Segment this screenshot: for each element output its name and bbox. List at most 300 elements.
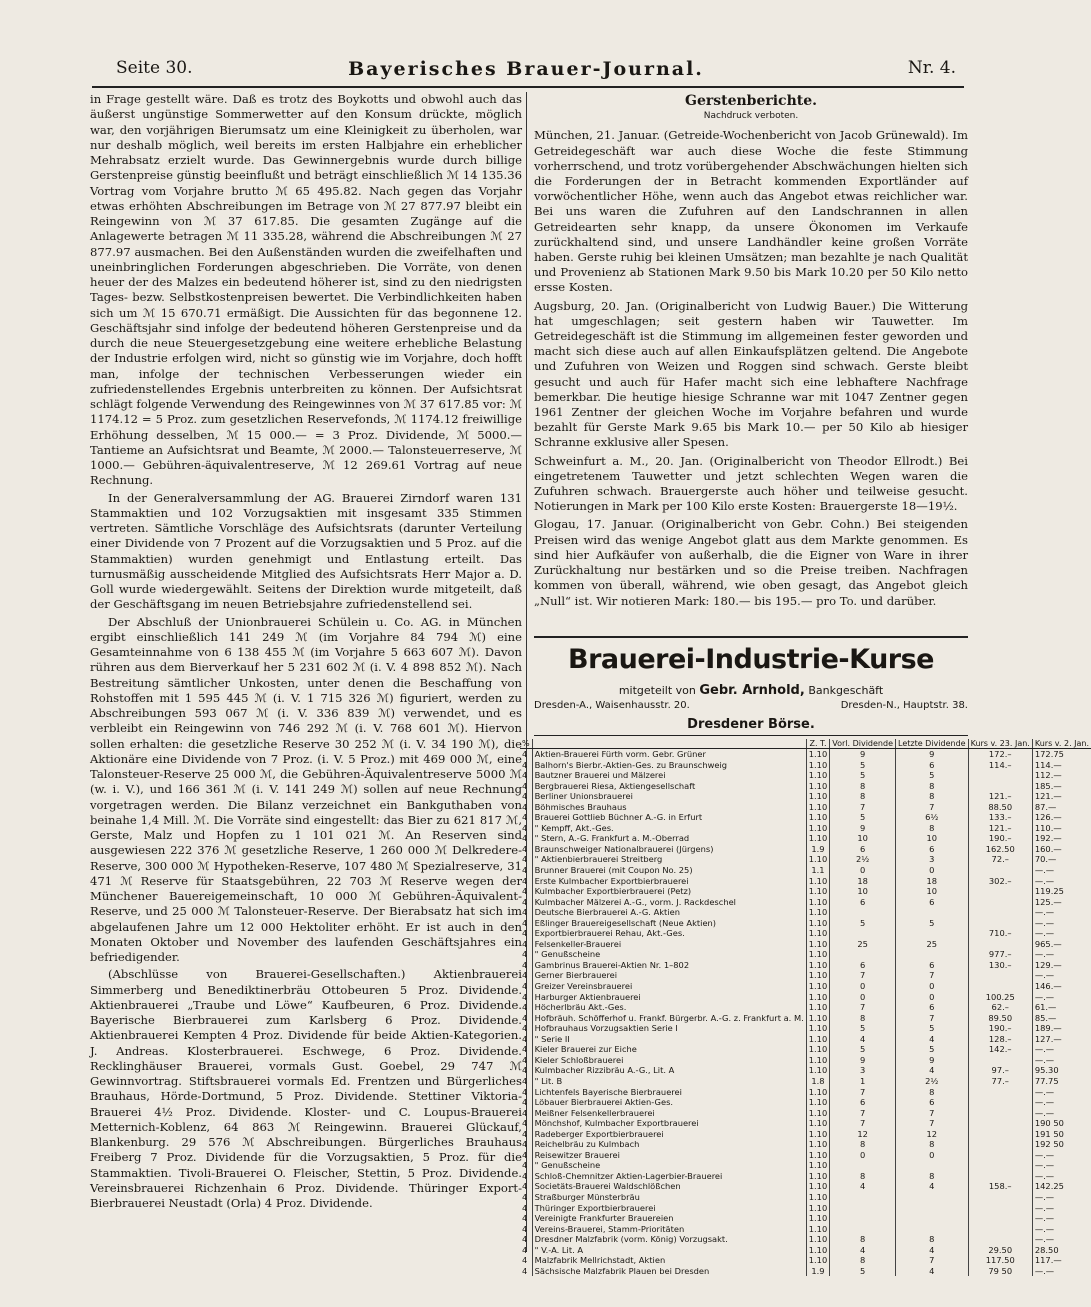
cell-name: " Lit. B (532, 1076, 806, 1087)
cell-last-dividend: 7 (896, 1013, 969, 1024)
cell-prev-dividend: 25 (830, 939, 896, 950)
cell-price-2: —.— (1034, 1191, 1055, 1202)
left-column (90, 92, 522, 1242)
cell-percent: 4 (520, 865, 532, 876)
cell-percent: 4 (520, 886, 532, 897)
cell-zt: 1.10 (806, 781, 829, 792)
cell-percent: 4 (520, 1087, 532, 1098)
advert-source-prefix: mitgeteilt von (618, 684, 696, 697)
cell-last-dividend: 6 (896, 1002, 969, 1013)
cell-price-23: 89.50 (968, 1013, 1032, 1024)
cell-zt: 1.10 (806, 1150, 829, 1161)
table-row (520, 1171, 1091, 1182)
cell-percent: 4 (520, 1171, 532, 1182)
cell-percent: 4 (520, 760, 532, 771)
cell-price-2: 77.75 (1034, 1075, 1059, 1086)
cell-price-2: 189.— (1034, 1023, 1062, 1034)
cell-last-dividend: 0 (896, 865, 969, 876)
cell-price-23: 77.– (968, 1076, 1032, 1087)
advert-firm: Gebr. Arnhold, (699, 683, 805, 698)
page-header (96, 58, 956, 88)
cell-name: Felsenkeller-Brauerei (532, 939, 806, 950)
cell-price-23 (968, 907, 1032, 918)
report-schweinfurt: Schweinfurt a. M., 20. Jan. (Originalbericht von Theodor Ellrodt.) Bei eingetretenem Tauwetter und jetzt schlechten Wegen waren die Zufuhren schwach. Brauergerste auch höher und teilweise gesucht. Notierungen in Mark per 100 Kilo erste Kosten: Brauergerste 18—19½. (534, 453, 968, 514)
cell-last-dividend: 5 (896, 1044, 969, 1055)
table-row (520, 781, 1091, 792)
table-row (520, 1245, 1091, 1256)
table-row (520, 1160, 1091, 1171)
cell-prev-dividend: 10 (830, 833, 896, 844)
cell-prev-dividend (830, 1160, 896, 1171)
cell-price-2: 114.— (1034, 759, 1062, 770)
cell-name: Böhmisches Brauhaus (532, 802, 806, 813)
cell-name: " Genußscheine (532, 949, 806, 960)
table-row (520, 1129, 1091, 1140)
cell-zt: 1.10 (806, 928, 829, 939)
cell-last-dividend: 0 (896, 1150, 969, 1161)
cell-prev-dividend: 4 (830, 1034, 896, 1045)
cell-price-2: 119.25 (1034, 886, 1064, 897)
left-paragraph-3: Der Abschluß der Unionbrauerei Schülein u. Co. AG. in München ergibt einschließlich 141 249 ℳ (im Vorjahre 84 794 ℳ) eine Gesamteinnahme von 6 138 455 ℳ (im Vorjahre 5 663 607 ℳ). Davon rühren aus dem Bierverkauf her 5 231 602 ℳ (i. V. 4 898 852 ℳ). Nach Bestreitung sämtlicher Unkosten, unter denen die Beschaffung von Rohstoffen mit 1 595 445 ℳ (i. V. 1 715 326 ℳ) figuriert, werden zu Abschreibungen 593 067 ℳ (i. V. 336 839 ℳ) verwendet, und es verbleibt ein Reingewinn von 746 292 ℳ (i. V. 768 601 ℳ). Hiervon sollen erhalten: die gesetzliche Reserve 30 252 ℳ (i. V. 34 190 ℳ), die Aktionäre eine Dividende von 7 Proz. (i. V. 5 Proz.) mit 469 000 ℳ, eine Talonsteuer-Reserve 25 000 ℳ, die Gebühren-Äquivalentreserve 5000 ℳ (w. i. V.), und 166 361 ℳ (i. V. 141 249 ℳ) sollen auf neue Rechnung vorgetragen werden. Die Bilanz verzeichnet ein Bankguthaben von beinahe 1,4 Mill. ℳ. Die Vorräte sind eingestellt: das Bier zu 621 817 ℳ, Gerste, Malz und Hopfen zu 1 101 021 ℳ. An Reserven sind ausgewiesen 222 376 ℳ gesetzliche Reserve, 1 260 000 ℳ Delkredere-Reserve, 300 000 ℳ Hypotheken-Reserve, 107 480 ℳ Spezialreserve, 31 471 ℳ Reserve für Staatsgebühren, 22 703 ℳ Reserve wegen der Münchener Bauereigemeinschaft, 10 000 ℳ Gebühren-Äquivalent-Reserve, und 25 000 ℳ Talonsteuer-Reserve. Der Bierabsatz hat sich im abgelaufenen Jahre um 12 000 Hektoliter erhöht. Er ist auch in den Monaten Oktober und November des laufenden Geschäftsjahres ein befriedigender. (90, 614, 522, 964)
cell-last-dividend: 7 (896, 1255, 969, 1266)
cell-price-23 (968, 970, 1032, 981)
cell-zt: 1.10 (806, 897, 829, 908)
cell-name: Brunner Brauerei (mit Coupon No. 25) (532, 865, 806, 876)
cell-percent: 4 (520, 1097, 532, 1108)
cell-price-2: —.— (1034, 1149, 1055, 1160)
cell-price-2: —.— (1034, 991, 1055, 1002)
table-row (520, 749, 1091, 760)
table-row (520, 865, 1091, 876)
cell-prev-dividend (830, 1203, 896, 1214)
left-paragraph-1: in Frage gestellt wäre. Daß es trotz des Boykotts und obwohl auch das äußerst ungünstige Sommerwetter auf den Konsum drückte, möglich war, den vorjährigen Bierumsatz um eine Kleinigkeit zu überholen, war nur deshalb möglich, weil bereits im ersten Halbjahre ein erheblicher Mehrabsatz erzielt wurde. Das Gewinnergebnis wurde durch billige Gerstenpreise günstig beeinflußt und beträgt einschließlich ℳ 14 135.36 Vortrag vom Vorjahre brutto ℳ 65 495.82. Nach gegen das Vorjahr etwas erhöhten Abschreibungen im Betrage von ℳ 27 877.97 bleibt ein Reingewinn von ℳ 37 617.85. Die gesamten Zugänge auf die Anlagewerte betragen ℳ 11 335.28, während die Abschreibungen ℳ 27 877.97 ausmachen. Bei den Außenständen wurden die zweifelhaften und uneinbringlichen Forderungen abgeschrieben. Die Vorräte, von denen heuer der des Malzes ein bedeutend höherer ist, sind zu den niedrigsten Tages- bezw. Selbstkostenpreisen bewertet. Die Verbindlichkeiten haben sich um ℳ 15 670.71 ermäßigt. Die Aussichten für das begonnene 12. Geschäftsjahr sind infolge der bedeutend höheren Gerstenpreise und da durch die neue Steuergesetzgebung eine weitere erhebliche Belastung der Industrie erfolgen wird, nicht so günstig wie im Vorjahre, doch hofft man, infolge der technischen Verbesserungen wieder ein zufriedenstellendes Ergebnis unterbreiten zu können. Der Aufsichtsrat schlägt folgende Verwendung des Reingewinnes von ℳ 37 617.85 vor: ℳ 1174.12 = 5 Proz. zum gesetzlichen Reservefonds, ℳ 1174.12 freiwillige Erhöhung desselben, ℳ 15 000.— = 3 Proz. Dividende, ℳ 5000.— Tantieme an Aufsichtsrat und Beamte, ℳ 2000.— Talonsteuerreserve, ℳ 1000.— Gebühren-äquivalentreserve, ℳ 12 269.61 Vortrag auf neue Rechnung. (90, 92, 522, 488)
cell-name: Malzfabrik Mellrichstadt, Aktien (532, 1255, 806, 1266)
cell-zt: 1.10 (806, 833, 829, 844)
cell-zt: 1.9 (806, 844, 829, 855)
cell-last-dividend (896, 1160, 969, 1171)
cell-price-23: 79 50 (968, 1266, 1032, 1277)
cell-name: " Serie II (532, 1034, 806, 1045)
cell-percent: 4 (520, 1065, 532, 1076)
cell-name: Bergbrauerei Riesa, Aktiengesellschaft (532, 781, 806, 792)
cell-prev-dividend: 5 (830, 1023, 896, 1034)
report-glogau: Glogau, 17. Januar. (Originalbericht von Gebr. Cohn.) Bei steigenden Preisen wird das wenige Angebot glatt aus dem Markte genommen. Es sind hier Aufkäufer von außerhalb, die die Eigner von Ware in ihrer Zurückhaltung nur bestärken und so die Preise treiben. Nachfragen kommen von überall, während, wie oben gesagt, das Angebot gleich „Null“ ist. Wir notieren Mark: 180.— bis 195.— pro To. und darüber. (534, 517, 968, 608)
cell-zt: 1.10 (806, 981, 829, 992)
cell-price-23: 302.– (968, 876, 1032, 887)
cell-name: Hofbrauhaus Vorzugsaktien Serie I (532, 1023, 806, 1034)
cell-name: Höcherlbräu Akt.-Ges. (532, 1002, 806, 1013)
cell-price-2: 185.— (1034, 780, 1062, 791)
table-row (520, 1234, 1091, 1245)
cell-zt: 1.10 (806, 1181, 829, 1192)
cell-price-23 (968, 770, 1032, 781)
cell-prev-dividend: 9 (830, 749, 896, 760)
header-percent: % (520, 739, 532, 749)
cell-zt: 1.10 (806, 907, 829, 918)
cell-prev-dividend: 10 (830, 886, 896, 897)
cell-prev-dividend: 0 (830, 865, 896, 876)
cell-last-dividend: 7 (896, 802, 969, 813)
cell-zt: 1.10 (806, 1234, 829, 1245)
cell-prev-dividend: 5 (830, 770, 896, 781)
cell-prev-dividend (830, 1192, 896, 1203)
cell-price-2: 121.— (1034, 791, 1062, 802)
cell-last-dividend: 5 (896, 1023, 969, 1034)
table-row (520, 1065, 1091, 1076)
table-row (520, 833, 1091, 844)
cell-percent: 4 (520, 897, 532, 908)
table-row (520, 918, 1091, 929)
header-rule (92, 86, 964, 88)
left-paragraph-2: In der Generalversammlung der AG. Brauerei Zirndorf waren 131 Stammaktien und 102 Vorzugsaktien mit insgesamt 335 Stimmen vertreten. Sämtliche Vorschläge des Aufsichtsrats (darunter Verteilung einer Dividende von 7 Prozent auf die Vorzugsaktien und 5 Proz. auf die Stammaktien) wurden genehmigt und Entlastung erteilt. Das turnusmäßig ausscheidende Mitglied des Aufsichtsrats Herr Major a. D. Goll wurde wiedergewählt. Seitens der Direktion wurde mitgeteilt, daß der Geschäftsgang im neuen Betriebsjahre zufriedenstellend sei. (90, 490, 522, 612)
cell-last-dividend (896, 1213, 969, 1224)
cell-zt: 1.10 (806, 854, 829, 865)
cell-prev-dividend (830, 1213, 896, 1224)
advert-source-suffix: Bankgeschäft (808, 684, 884, 697)
cell-zt: 1.10 (806, 1108, 829, 1119)
cell-price-2: 146.— (1034, 981, 1062, 992)
cell-zt: 1.10 (806, 886, 829, 897)
cell-name: Harburger Aktienbrauerei (532, 992, 806, 1003)
cell-price-2: 117.— (1034, 1255, 1062, 1266)
cell-price-2: 85.— (1034, 1012, 1057, 1023)
right-column (534, 92, 968, 632)
cell-last-dividend: 9 (896, 749, 969, 760)
advert-rule (534, 735, 968, 736)
cell-zt: 1.1 (806, 865, 829, 876)
cell-prev-dividend: 7 (830, 802, 896, 813)
cell-name: " Kempff, Akt.-Ges. (532, 823, 806, 834)
cell-percent: 4 (520, 791, 532, 802)
cell-price-23 (968, 1139, 1032, 1150)
cell-price-2: 192 50 (1034, 1139, 1064, 1150)
table-row (520, 1055, 1091, 1066)
cell-zt: 1.10 (806, 802, 829, 813)
table-row (520, 1181, 1091, 1192)
cell-last-dividend: 8 (896, 791, 969, 802)
cell-price-23 (968, 1129, 1032, 1140)
cell-price-23 (968, 1097, 1032, 1108)
cell-percent: 4 (520, 949, 532, 960)
cell-price-23 (968, 1150, 1032, 1161)
cell-price-2: 160.— (1034, 843, 1062, 854)
cell-last-dividend (896, 1203, 969, 1214)
advert-title: Brauerei-Industrie-Kurse (568, 644, 934, 675)
cell-last-dividend: 3 (896, 854, 969, 865)
cell-price-23: 142.– (968, 1044, 1032, 1055)
cell-percent: 4 (520, 1013, 532, 1024)
header-price-2: Kurs v. 2. Jan. (1032, 739, 1091, 749)
cell-zt: 1.10 (806, 1224, 829, 1235)
cell-zt: 1.10 (806, 918, 829, 929)
cell-prev-dividend: 6 (830, 897, 896, 908)
cell-name: Lichtenfels Bayerische Bierbrauerei (532, 1087, 806, 1098)
cell-name: Vereins-Brauerei, Stamm-Prioritäten (532, 1224, 806, 1235)
cell-zt: 1.10 (806, 1044, 829, 1055)
cell-prev-dividend: 8 (830, 1013, 896, 1024)
cell-percent: 4 (520, 970, 532, 981)
cell-price-2: 129.— (1034, 959, 1062, 970)
cell-price-23: 172.– (968, 749, 1032, 760)
cell-zt: 1.9 (806, 1266, 829, 1277)
address-left: Dresden-A., Waisenhausstr. 20. (534, 700, 690, 711)
cell-price-2: 192.— (1034, 833, 1062, 844)
cell-percent: 4 (520, 770, 532, 781)
cell-name: Straßburger Münsterbräu (532, 1192, 806, 1203)
cell-price-23 (968, 1224, 1032, 1235)
cell-prev-dividend: 6 (830, 844, 896, 855)
cell-last-dividend: 25 (896, 939, 969, 950)
cell-last-dividend: 4 (896, 1245, 969, 1256)
cell-percent: 4 (520, 812, 532, 823)
cell-price-23: 128.– (968, 1034, 1032, 1045)
cell-price-23: 100.25 (968, 992, 1032, 1003)
table-row (520, 1108, 1091, 1119)
cell-price-2: —.— (1034, 865, 1055, 876)
cell-price-2: 28.50 (1034, 1244, 1059, 1255)
cell-price-23 (968, 781, 1032, 792)
table-row (520, 1023, 1091, 1034)
cell-last-dividend: 6 (896, 760, 969, 771)
cell-price-23: 29.50 (968, 1245, 1032, 1256)
cell-zt: 1.10 (806, 1055, 829, 1066)
issue-number: Nr. 4. (907, 58, 956, 78)
cell-prev-dividend: 7 (830, 970, 896, 981)
cell-zt: 1.10 (806, 1245, 829, 1256)
cell-percent: 4 (520, 1255, 532, 1266)
table-row (520, 886, 1091, 897)
cell-last-dividend: 8 (896, 1139, 969, 1150)
cell-last-dividend: 0 (896, 981, 969, 992)
cell-price-2: —.— (1034, 1170, 1055, 1181)
cell-price-23 (968, 1192, 1032, 1203)
cell-price-2: 127.— (1034, 1033, 1062, 1044)
cell-prev-dividend: 5 (830, 1044, 896, 1055)
cell-price-2: —.— (1034, 875, 1055, 886)
cell-name: Dresdner Malzfabrik (vorm. König) Vorzugsakt. (532, 1234, 806, 1245)
cell-name: Sächsische Malzfabrik Plauen bei Dresden (532, 1266, 806, 1277)
cell-price-2: 965.— (1034, 938, 1062, 949)
cell-price-2: 172.75 (1034, 749, 1064, 759)
cell-last-dividend: 6 (896, 960, 969, 971)
table-row (520, 1203, 1091, 1214)
cell-name: Exportbierbrauerei Rehau, Akt.-Ges. (532, 928, 806, 939)
cell-price-23: 190.– (968, 1023, 1032, 1034)
cell-prev-dividend: 7 (830, 1002, 896, 1013)
table-row (520, 960, 1091, 971)
cell-percent: 4 (520, 928, 532, 939)
cell-prev-dividend (830, 928, 896, 939)
cell-price-23: 114.– (968, 760, 1032, 771)
cell-price-23: 710.– (968, 928, 1032, 939)
cell-last-dividend: 8 (896, 1171, 969, 1182)
cell-name: Eßlinger Brauereigesellschaft (Neue Aktien) (532, 918, 806, 929)
cell-prev-dividend: 2½ (830, 854, 896, 865)
cell-price-23: 190.– (968, 833, 1032, 844)
report-muenchen: München, 21. Januar. (Getreide-Wochenbericht von Jacob Grünewald). Im Getreidegeschäft war auch diese Woche die feste Stimmung vorherrschend, und trotz vorübergehender Abschwächungen hielten sich die Forderungen der in Betracht kommenden Exportländer auf vorwöchentlicher Höhe, wenn auch das Angebot etwas reichlicher war. Bei uns waren die Zufuhren auf den Landschrannen in allen Getreidearten sehr knapp, da unsere Ökonomen im Verkaufe zurückhaltend sind, und unsere Landhändler keine großen Vorräte haben. Gerste ruhig bei kleinen Umsätzen; man bezahlte je nach Qualität und Provenienz ab Stationen Mark 9.50 bis Mark 10.20 per 50 Kilo netto ersse Kosten. (534, 128, 968, 295)
cell-prev-dividend (830, 949, 896, 960)
cell-percent: 4 (520, 981, 532, 992)
cell-price-23: 133.– (968, 812, 1032, 823)
cell-name: Reichelbräu zu Kulmbach (532, 1139, 806, 1150)
cell-price-23 (968, 939, 1032, 950)
advert-source (534, 683, 968, 698)
cell-prev-dividend: 12 (830, 1129, 896, 1140)
cell-price-23 (968, 1213, 1032, 1224)
cell-prev-dividend: 5 (830, 812, 896, 823)
cell-price-23: 62.– (968, 1002, 1032, 1013)
cell-prev-dividend: 9 (830, 823, 896, 834)
cell-price-23: 72.– (968, 854, 1032, 865)
cell-price-2: —.— (1034, 970, 1055, 981)
cell-zt: 1.10 (806, 1023, 829, 1034)
cell-prev-dividend: 0 (830, 992, 896, 1003)
table-row (520, 907, 1091, 918)
cell-prev-dividend: 6 (830, 960, 896, 971)
cell-percent: 4 (520, 854, 532, 865)
table-row (520, 1255, 1091, 1266)
stock-table (520, 739, 1091, 1276)
cell-name: Vereinigte Frankfurter Brauereien (532, 1213, 806, 1224)
cell-zt: 1.10 (806, 1160, 829, 1171)
cell-name: " Stern, A.-G. Frankfurt a. M.-Oberrad (532, 833, 806, 844)
advert-subtitle: Dresdener Börse. (687, 717, 815, 732)
cell-price-23: 130.– (968, 960, 1032, 971)
cell-price-2: 125.— (1034, 896, 1062, 907)
cell-last-dividend: 18 (896, 876, 969, 887)
cell-prev-dividend (830, 1224, 896, 1235)
cell-prev-dividend: 7 (830, 1118, 896, 1129)
cell-percent: 4 (520, 781, 532, 792)
cell-prev-dividend: 8 (830, 1255, 896, 1266)
cell-price-2: 112.— (1034, 770, 1062, 781)
cell-last-dividend: 6 (896, 897, 969, 908)
cell-zt: 1.10 (806, 970, 829, 981)
cell-name: " V.-A. Lit. A (532, 1245, 806, 1256)
table-row (520, 1139, 1091, 1150)
cell-name: Deutsche Bierbrauerei A.-G. Aktien (532, 907, 806, 918)
cell-last-dividend: 6½ (896, 812, 969, 823)
cell-last-dividend: 7 (896, 1118, 969, 1129)
cell-price-23 (968, 1118, 1032, 1129)
cell-price-2: —.— (1034, 1160, 1055, 1171)
cell-last-dividend: 10 (896, 833, 969, 844)
cell-name: Meißner Felsenkellerbrauerei (532, 1108, 806, 1119)
cell-name: Gambrinus Brauerei-Aktien Nr. 1–802 (532, 960, 806, 971)
cell-percent: 4 (520, 1044, 532, 1055)
cell-name: Radeberger Exportbierbrauerei (532, 1129, 806, 1140)
cell-zt: 1.10 (806, 1203, 829, 1214)
cell-zt: 1.10 (806, 939, 829, 950)
cell-price-23 (968, 865, 1032, 876)
journal-title: Bayerisches Brauer-Journal. (348, 58, 704, 80)
cell-price-23: 158.– (968, 1181, 1032, 1192)
table-body (520, 749, 1091, 1277)
cell-percent: 4 (520, 907, 532, 918)
cell-price-23 (968, 1171, 1032, 1182)
cell-name: " Genußscheine (532, 1160, 806, 1171)
cell-percent: 4 (520, 1139, 532, 1150)
cell-zt: 1.10 (806, 1065, 829, 1076)
cell-zt: 1.8 (806, 1076, 829, 1087)
header-name (532, 739, 806, 749)
cell-prev-dividend: 9 (830, 1055, 896, 1066)
cell-last-dividend: 0 (896, 992, 969, 1003)
cell-percent: 4 (520, 1055, 532, 1066)
cell-last-dividend: 5 (896, 918, 969, 929)
cell-last-dividend: 8 (896, 1234, 969, 1245)
cell-zt: 1.10 (806, 1129, 829, 1140)
cell-last-dividend: 4 (896, 1181, 969, 1192)
cell-name: Bautzner Brauerei und Mälzerei (532, 770, 806, 781)
cell-last-dividend: 10 (896, 886, 969, 897)
cell-prev-dividend: 7 (830, 1108, 896, 1119)
cell-name: Societäts-Brauerei Waldschlößchen (532, 1181, 806, 1192)
cell-name: Kulmbacher Exportbierbrauerei (Petz) (532, 886, 806, 897)
table-row (520, 876, 1091, 887)
cell-percent: 4 (520, 1192, 532, 1203)
cell-percent: 4 (520, 1076, 532, 1087)
cell-price-2: 190 50 (1034, 1118, 1064, 1129)
cell-price-2: —.— (1034, 1202, 1055, 1213)
cell-percent: 4 (520, 1118, 532, 1129)
table-row (520, 1087, 1091, 1098)
cell-percent: 4 (520, 1034, 532, 1045)
cell-name: Braunschweiger Nationalbrauerei (Jürgens) (532, 844, 806, 855)
report-augsburg: Augsburg, 20. Jan. (Originalbericht von Ludwig Bauer.) Die Witterung hat umgeschlagen; seit gestern haben wir Tauwetter. Im Getreidegeschäft ist die Stimmung im allgemeinen fester geworden und macht sich diese auch auf allen Einkaufsplätzen geltend. Die Angebote und Zufuhren von Weizen und Roggen sind schwach. Gerste bleibt gesucht und auch für Hafer macht sich eine lebhaftere Nachfrage bemerkbar. Die heutige hiesige Schranne war mit 1047 Zentner gegen 1961 Zentner der gleichen Woche im Vorjahre befahren und wurde bezahlt für Gerste Mark 9.65 bis Mark 10.— per 50 Kilo ab hiesiger Schranne exklusive aller Spesen. (534, 298, 968, 450)
cell-last-dividend (896, 928, 969, 939)
cell-price-23 (968, 886, 1032, 897)
cell-zt: 1.10 (806, 1097, 829, 1108)
cell-zt: 1.10 (806, 823, 829, 834)
table-row (520, 992, 1091, 1003)
cell-zt: 1.10 (806, 992, 829, 1003)
cell-last-dividend: 8 (896, 823, 969, 834)
cell-percent: 4 (520, 1023, 532, 1034)
cell-price-23 (968, 897, 1032, 908)
cell-percent: 4 (520, 992, 532, 1003)
table-row (520, 939, 1091, 950)
cell-name: Kieler Brauerei zur Eiche (532, 1044, 806, 1055)
cell-last-dividend: 8 (896, 781, 969, 792)
cell-prev-dividend: 8 (830, 1234, 896, 1245)
cell-price-2: —.— (1034, 917, 1055, 928)
cell-prev-dividend: 0 (830, 981, 896, 992)
cell-price-23 (968, 918, 1032, 929)
cell-prev-dividend: 5 (830, 760, 896, 771)
cell-last-dividend (896, 1224, 969, 1235)
table-row (520, 1118, 1091, 1129)
table-row (520, 970, 1091, 981)
cell-price-2: —.— (1034, 907, 1055, 918)
cell-last-dividend (896, 949, 969, 960)
table-row (520, 1013, 1091, 1024)
cell-prev-dividend: 4 (830, 1181, 896, 1192)
cell-price-23 (968, 1055, 1032, 1066)
header-prev-dividend: Vorl. Dividende (830, 739, 896, 749)
cell-last-dividend: 4 (896, 1266, 969, 1277)
table-row (520, 802, 1091, 813)
cell-percent: 4 (520, 1266, 532, 1277)
cell-zt: 1.10 (806, 949, 829, 960)
table-row (520, 949, 1091, 960)
cell-prev-dividend: 18 (830, 876, 896, 887)
cell-zt: 1.10 (806, 960, 829, 971)
cell-name: Schloß-Chemnitzer Aktien-Lagerbier-Brauerei (532, 1171, 806, 1182)
cell-prev-dividend: 6 (830, 1097, 896, 1108)
cell-prev-dividend (830, 907, 896, 918)
table-header-row (520, 739, 1091, 749)
